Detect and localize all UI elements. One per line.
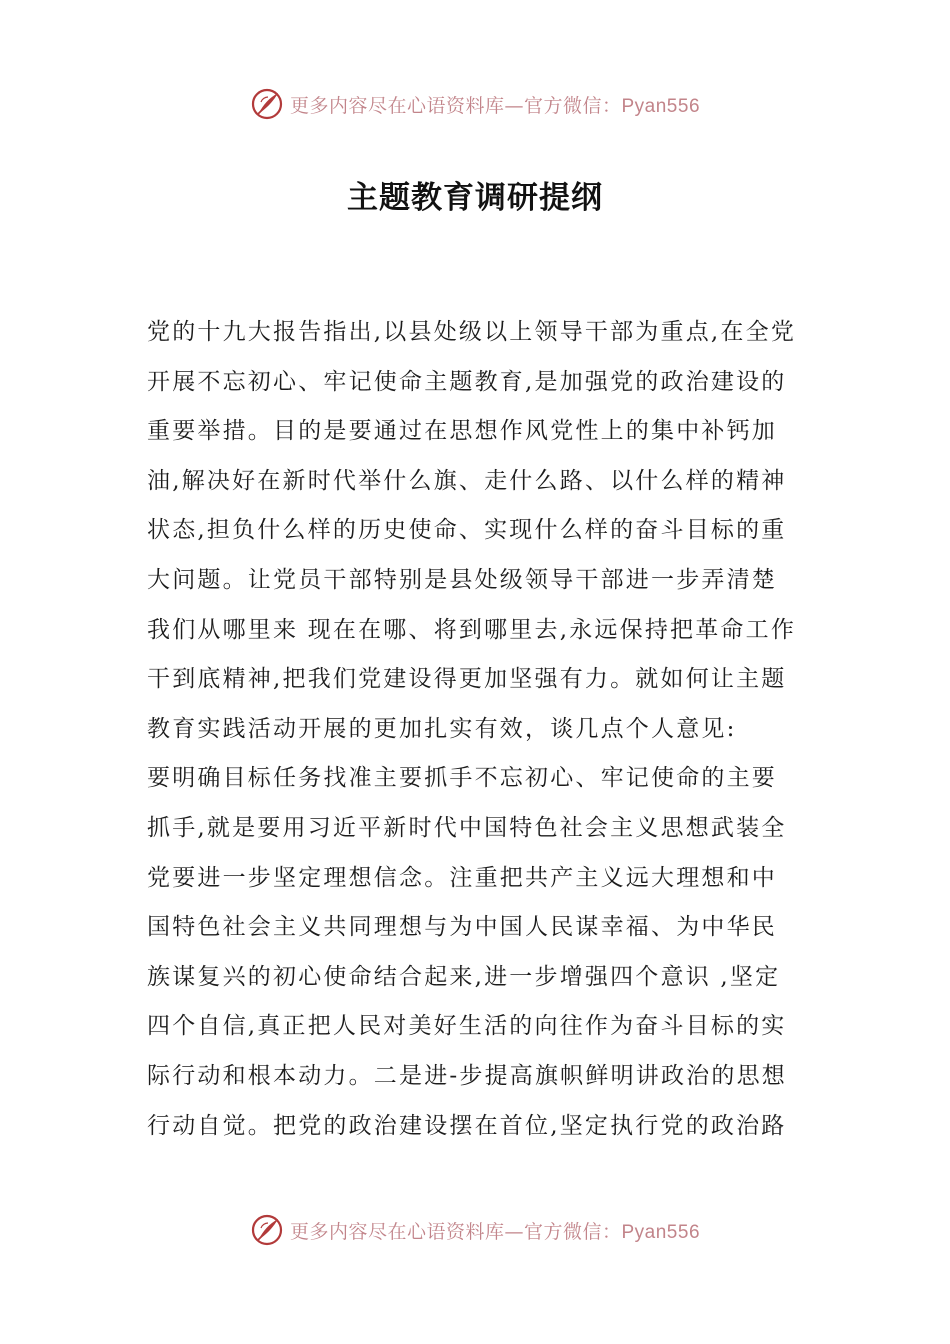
banner-text xyxy=(290,91,700,118)
text-line: 要明确目标任务找准主要抓手不忘初心、牢记使命的主要 xyxy=(147,765,777,792)
text-line: 行动自觉。把党的政治建设摆在首位,坚定执行党的政治路 xyxy=(147,1112,787,1139)
feather-pen-icon xyxy=(250,87,284,121)
text-line: 教育实践活动开展的更加扎实有效，谈几点个人意见: xyxy=(147,715,737,742)
banner-promo-text: 更多内容尽在心语资料库—官方微信： xyxy=(289,1220,622,1243)
text-line: 族谋复兴的初心使命结合起来,进一步增强四个意识 ,坚定 xyxy=(147,963,781,990)
text-line: 油,解决好在新时代举什么旗、走什么路、以什么样的精神 xyxy=(147,467,787,494)
text-line: 开展不忘初心、牢记使命主题教育,是加强党的政治建设的 xyxy=(147,368,787,395)
text-line: 党的十九大报告指出,以县处级以上领导干部为重点,在全党 xyxy=(147,319,797,345)
text-line: 重要举措。目的是要通过在思想作风党性上的集中补钙加 xyxy=(147,418,777,445)
text-line: 干到底精神,把我们党建设得更加坚强有力。就如何让主题 xyxy=(147,666,787,693)
text-line: 四个自信,真正把人民对美好生活的向往作为奋斗目标的实 xyxy=(147,1013,787,1040)
text-line: 国特色社会主义共同理想与为中国人民谋幸福、为中华民 xyxy=(147,914,777,941)
header-banner xyxy=(0,84,950,124)
text-line: 党要进一步坚定理想信念。注重把共产主义远大理想和中 xyxy=(147,864,777,891)
banner-wechat-handle: Pyan556 xyxy=(621,1221,701,1243)
text-line: 大问题。让党员干部特别是县处级领导干部进一步弄清楚 xyxy=(147,566,777,593)
feather-pen-icon xyxy=(250,1213,284,1247)
text-line: 际行动和根本动力。二是进-步提高旗帜鲜明讲政治的思想 xyxy=(147,1062,787,1089)
banner-promo-text: 更多内容尽在心语资料库—官方微信： xyxy=(289,94,622,117)
text-line: 抓手,就是要用习近平新时代中国特色社会主义思想武装全 xyxy=(147,814,787,841)
document-body xyxy=(147,308,807,1151)
text-line: 状态,担负什么样的历史使命、实现什么样的奋斗目标的重 xyxy=(147,517,787,544)
footer-banner xyxy=(0,1210,950,1250)
banner-text xyxy=(290,1217,700,1244)
text-line: 我们从哪里来 现在在哪、将到哪里去,永远保持把革命工作 xyxy=(147,616,797,643)
banner-wechat-handle: Pyan556 xyxy=(621,95,701,117)
page-title: 主题教育调研提纲 xyxy=(347,180,603,216)
